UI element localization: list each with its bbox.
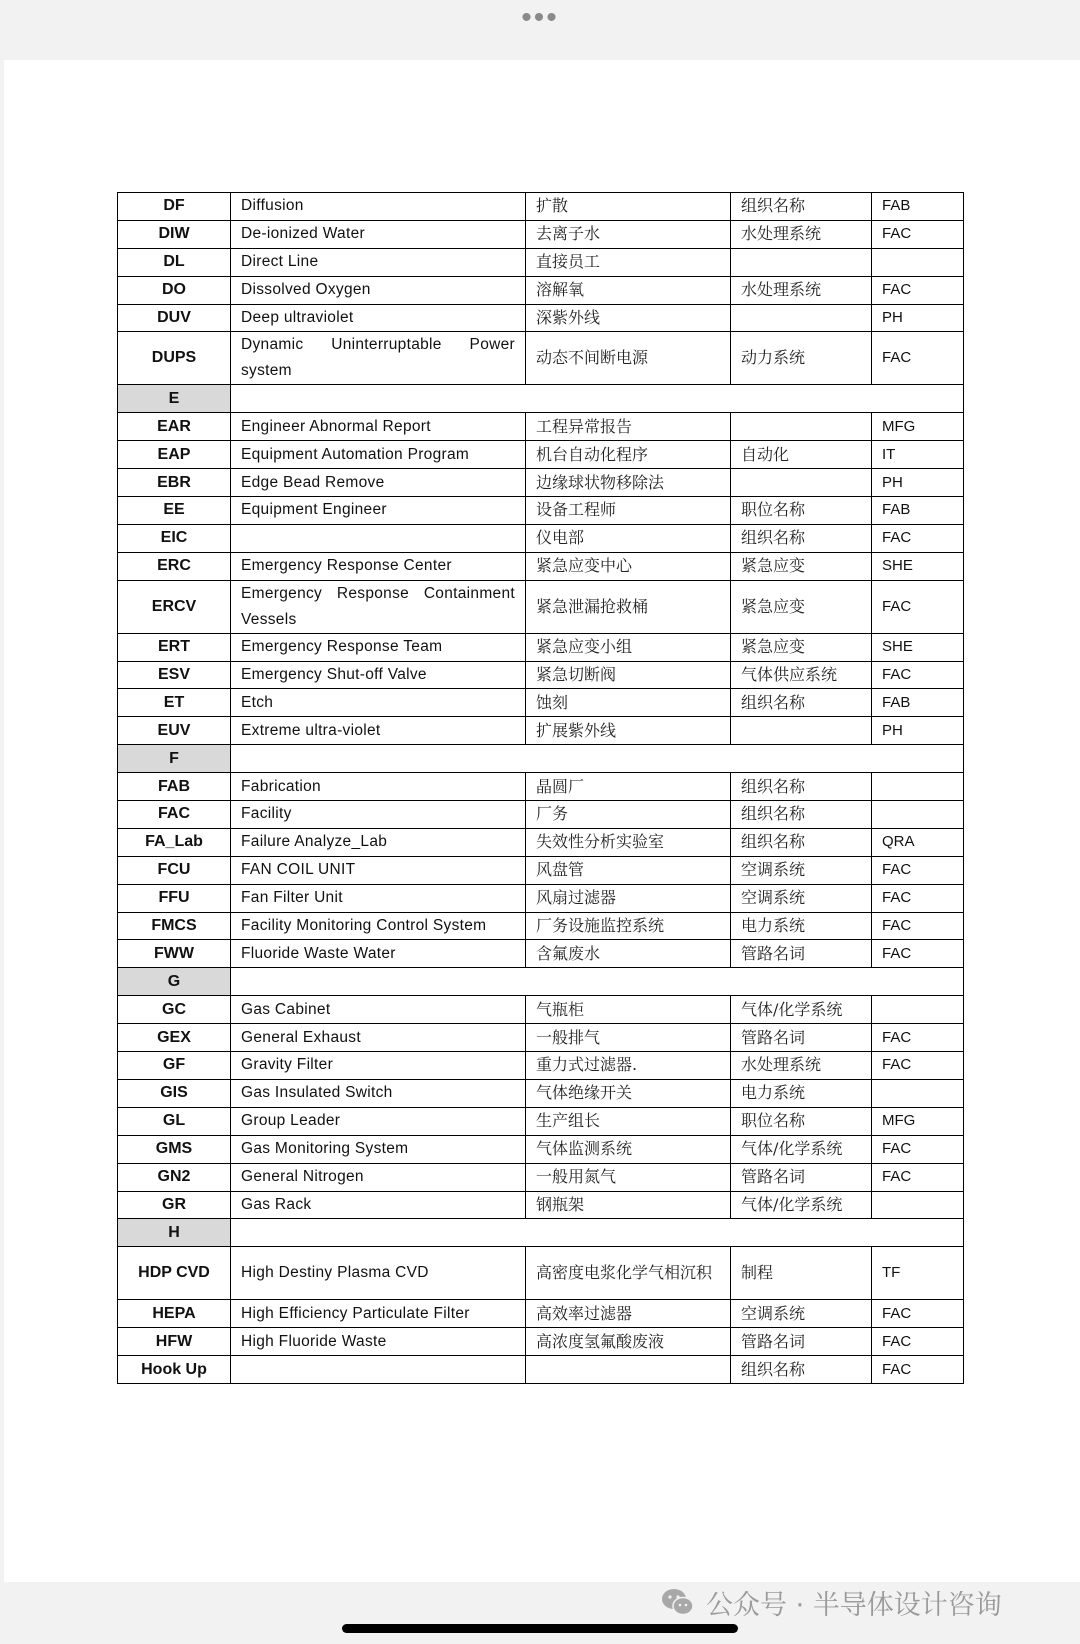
section-letter: G: [118, 968, 231, 996]
full-name-cell: Gravity Filter: [231, 1052, 526, 1080]
department-cell: FAC: [872, 1356, 964, 1384]
chinese-name-cell: 边缘球状物移除法: [526, 469, 731, 497]
full-name-cell: General Exhaust: [231, 1024, 526, 1052]
department-cell: IT: [872, 441, 964, 469]
chinese-name-cell: 含氟废水: [526, 940, 731, 968]
abbr-cell: GL: [118, 1107, 231, 1135]
category-cell: 紧急应变: [731, 552, 872, 580]
category-cell: 电力系统: [731, 912, 872, 940]
full-name-cell: Dissolved Oxygen: [231, 276, 526, 304]
table-row: [118, 912, 964, 940]
full-name-cell: Direct Line: [231, 248, 526, 276]
section-spacer-cell: [231, 745, 964, 773]
chinese-name-cell: 仪电部: [526, 524, 731, 552]
table-row: [118, 996, 964, 1024]
chinese-name-cell: 生产组长: [526, 1107, 731, 1135]
abbr-cell: DO: [118, 276, 231, 304]
department-cell: PH: [872, 304, 964, 332]
department-cell: FAC: [872, 1052, 964, 1080]
table-row: [118, 856, 964, 884]
category-cell: 气体/化学系统: [731, 1191, 872, 1219]
department-cell: SHE: [872, 552, 964, 580]
table-row: [118, 1356, 964, 1384]
department-cell: MFG: [872, 1107, 964, 1135]
department-cell: PH: [872, 469, 964, 497]
full-name-cell: [231, 1356, 526, 1384]
full-name-cell: Gas Insulated Switch: [231, 1079, 526, 1107]
abbr-cell: FWW: [118, 940, 231, 968]
category-cell: 气体供应系统: [731, 661, 872, 689]
table-row: [118, 801, 964, 829]
abbr-cell: DIW: [118, 220, 231, 248]
full-name-cell: Fabrication: [231, 773, 526, 801]
department-cell: FAC: [872, 1135, 964, 1163]
section-header-row: [118, 385, 964, 413]
full-name-cell: Emergency Response Center: [231, 552, 526, 580]
full-name-cell: Dynamic Uninterruptable Power system: [231, 332, 526, 385]
chinese-name-cell: 机台自动化程序: [526, 441, 731, 469]
chinese-name-cell: 晶圆厂: [526, 773, 731, 801]
chinese-name-cell: 重力式过滤器.: [526, 1052, 731, 1080]
abbr-cell: ESV: [118, 661, 231, 689]
table-row: [118, 248, 964, 276]
category-cell: 职位名称: [731, 1107, 872, 1135]
abbr-cell: HFW: [118, 1328, 231, 1356]
department-cell: PH: [872, 717, 964, 745]
table-row: [118, 661, 964, 689]
table-row: [118, 332, 964, 385]
table-row: [118, 689, 964, 717]
department-cell: FAC: [872, 1328, 964, 1356]
full-name-cell: Fluoride Waste Water: [231, 940, 526, 968]
department-cell: FAB: [872, 497, 964, 525]
table-row: [118, 633, 964, 661]
category-cell: 气体/化学系统: [731, 996, 872, 1024]
full-name-cell: Edge Bead Remove: [231, 469, 526, 497]
table-row: [118, 828, 964, 856]
category-cell: 职位名称: [731, 497, 872, 525]
chinese-name-cell: 蚀刻: [526, 689, 731, 717]
department-cell: FAC: [872, 856, 964, 884]
abbr-cell: EAR: [118, 413, 231, 441]
category-cell: 水处理系统: [731, 1052, 872, 1080]
department-cell: FAC: [872, 276, 964, 304]
chinese-name-cell: 动态不间断电源: [526, 332, 731, 385]
table-row: [118, 717, 964, 745]
department-cell: SHE: [872, 633, 964, 661]
table-row: [118, 220, 964, 248]
chinese-name-cell: 厂务设施监控系统: [526, 912, 731, 940]
abbr-cell: HDP CVD: [118, 1247, 231, 1300]
section-header-row: [118, 968, 964, 996]
section-header-row: [118, 1219, 964, 1247]
category-cell: 空调系统: [731, 884, 872, 912]
chinese-name-cell: 直接员工: [526, 248, 731, 276]
table-row: [118, 1328, 964, 1356]
full-name-cell: Fan Filter Unit: [231, 884, 526, 912]
chinese-name-cell: 风扇过滤器: [526, 884, 731, 912]
category-cell: 动力系统: [731, 332, 872, 385]
table-row: [118, 524, 964, 552]
department-cell: FAC: [872, 884, 964, 912]
category-cell: [731, 304, 872, 332]
table-row: [118, 276, 964, 304]
abbr-cell: DUV: [118, 304, 231, 332]
chinese-name-cell: 钢瓶架: [526, 1191, 731, 1219]
department-cell: FAC: [872, 1024, 964, 1052]
category-cell: 水处理系统: [731, 276, 872, 304]
department-cell: FAC: [872, 1163, 964, 1191]
full-name-cell: Etch: [231, 689, 526, 717]
chinese-name-cell: 去离子水: [526, 220, 731, 248]
table-row: [118, 940, 964, 968]
chinese-name-cell: 紧急泄漏抢救桶: [526, 580, 731, 633]
full-name-cell: High Destiny Plasma CVD: [231, 1247, 526, 1300]
category-cell: [731, 717, 872, 745]
abbr-cell: ET: [118, 689, 231, 717]
table-row: [118, 497, 964, 525]
full-name-cell: Engineer Abnormal Report: [231, 413, 526, 441]
chinese-name-cell: 高浓度氢氟酸废液: [526, 1328, 731, 1356]
abbr-cell: EIC: [118, 524, 231, 552]
full-name-cell: Equipment Engineer: [231, 497, 526, 525]
glossary-table: [117, 192, 964, 1384]
category-cell: 组织名称: [731, 1356, 872, 1384]
abbr-cell: GEX: [118, 1024, 231, 1052]
category-cell: 水处理系统: [731, 220, 872, 248]
table-row: [118, 413, 964, 441]
abbr-cell: GIS: [118, 1079, 231, 1107]
full-name-cell: Diffusion: [231, 193, 526, 221]
full-name-cell: Gas Monitoring System: [231, 1135, 526, 1163]
chinese-name-cell: 厂务: [526, 801, 731, 829]
category-cell: 组织名称: [731, 193, 872, 221]
section-spacer-cell: [231, 968, 964, 996]
department-cell: QRA: [872, 828, 964, 856]
category-cell: 组织名称: [731, 773, 872, 801]
chinese-name-cell: 紧急应变中心: [526, 552, 731, 580]
chinese-name-cell: 气体监测系统: [526, 1135, 731, 1163]
abbr-cell: DUPS: [118, 332, 231, 385]
category-cell: [731, 413, 872, 441]
category-cell: [731, 469, 872, 497]
chinese-name-cell: 失效性分析实验室: [526, 828, 731, 856]
department-cell: FAC: [872, 580, 964, 633]
table-row: [118, 552, 964, 580]
abbr-cell: GC: [118, 996, 231, 1024]
section-letter: E: [118, 385, 231, 413]
category-cell: 组织名称: [731, 524, 872, 552]
table-row: [118, 580, 964, 633]
full-name-cell: FAN COIL UNIT: [231, 856, 526, 884]
document-page: [4, 60, 1080, 1582]
table-row: [118, 1300, 964, 1328]
category-cell: 组织名称: [731, 689, 872, 717]
category-cell: 电力系统: [731, 1079, 872, 1107]
full-name-cell: Gas Cabinet: [231, 996, 526, 1024]
abbr-cell: ERC: [118, 552, 231, 580]
full-name-cell: Emergency Shut-off Valve: [231, 661, 526, 689]
chinese-name-cell: 一般用氮气: [526, 1163, 731, 1191]
table-row: [118, 1163, 964, 1191]
section-spacer-cell: [231, 385, 964, 413]
category-cell: 组织名称: [731, 828, 872, 856]
category-cell: 紧急应变: [731, 580, 872, 633]
chinese-name-cell: 紧急应变小组: [526, 633, 731, 661]
chinese-name-cell: 深紫外线: [526, 304, 731, 332]
abbr-cell: DL: [118, 248, 231, 276]
watermark: [660, 1582, 1002, 1622]
full-name-cell: [231, 524, 526, 552]
chinese-name-cell: [526, 1356, 731, 1384]
table-row: [118, 304, 964, 332]
category-cell: 紧急应变: [731, 633, 872, 661]
abbr-cell: ERCV: [118, 580, 231, 633]
department-cell: [872, 1079, 964, 1107]
department-cell: FAB: [872, 689, 964, 717]
table-row: [118, 1024, 964, 1052]
category-cell: 管路名词: [731, 1024, 872, 1052]
abbr-cell: FCU: [118, 856, 231, 884]
full-name-cell: Emergency Response Team: [231, 633, 526, 661]
full-name-cell: Facility: [231, 801, 526, 829]
table-row: [118, 1079, 964, 1107]
department-cell: [872, 996, 964, 1024]
abbr-cell: EAP: [118, 441, 231, 469]
more-options-dots-icon[interactable]: •••: [521, 1, 559, 34]
table-row: [118, 1107, 964, 1135]
abbr-cell: GR: [118, 1191, 231, 1219]
full-name-cell: Deep ultraviolet: [231, 304, 526, 332]
chinese-name-cell: 扩散: [526, 193, 731, 221]
department-cell: [872, 248, 964, 276]
abbr-cell: FAC: [118, 801, 231, 829]
full-name-cell: Gas Rack: [231, 1191, 526, 1219]
abbr-cell: EE: [118, 497, 231, 525]
abbr-cell: FAB: [118, 773, 231, 801]
chinese-name-cell: 工程异常报告: [526, 413, 731, 441]
abbr-cell: HEPA: [118, 1300, 231, 1328]
table-row: [118, 441, 964, 469]
chinese-name-cell: 扩展紫外线: [526, 717, 731, 745]
category-cell: 空调系统: [731, 856, 872, 884]
chinese-name-cell: 风盘管: [526, 856, 731, 884]
abbr-cell: GF: [118, 1052, 231, 1080]
department-cell: FAC: [872, 1300, 964, 1328]
abbr-cell: GN2: [118, 1163, 231, 1191]
category-cell: 空调系统: [731, 1300, 872, 1328]
full-name-cell: De-ionized Water: [231, 220, 526, 248]
category-cell: 气体/化学系统: [731, 1135, 872, 1163]
chinese-name-cell: 紧急切断阀: [526, 661, 731, 689]
full-name-cell: Extreme ultra-violet: [231, 717, 526, 745]
abbr-cell: ERT: [118, 633, 231, 661]
chinese-name-cell: 一般排气: [526, 1024, 731, 1052]
department-cell: [872, 773, 964, 801]
category-cell: 组织名称: [731, 801, 872, 829]
department-cell: FAC: [872, 912, 964, 940]
table-row: [118, 773, 964, 801]
table-row: [118, 1191, 964, 1219]
department-cell: FAC: [872, 220, 964, 248]
abbr-cell: DF: [118, 193, 231, 221]
full-name-cell: General Nitrogen: [231, 1163, 526, 1191]
full-name-cell: High Fluoride Waste: [231, 1328, 526, 1356]
chinese-name-cell: 气体绝缘开关: [526, 1079, 731, 1107]
department-cell: FAC: [872, 940, 964, 968]
home-indicator[interactable]: [342, 1624, 738, 1633]
department-cell: FAC: [872, 524, 964, 552]
full-name-cell: High Efficiency Particulate Filter: [231, 1300, 526, 1328]
abbr-cell: Hook Up: [118, 1356, 231, 1384]
abbr-cell: EBR: [118, 469, 231, 497]
full-name-cell: Emergency Response Containment Vessels: [231, 580, 526, 633]
table-row: [118, 1052, 964, 1080]
chinese-name-cell: 设备工程师: [526, 497, 731, 525]
department-cell: FAC: [872, 332, 964, 385]
abbr-cell: FFU: [118, 884, 231, 912]
department-cell: [872, 1191, 964, 1219]
abbr-cell: FA_Lab: [118, 828, 231, 856]
category-cell: [731, 248, 872, 276]
category-cell: 自动化: [731, 441, 872, 469]
abbr-cell: FMCS: [118, 912, 231, 940]
table-row: [118, 1135, 964, 1163]
department-cell: FAC: [872, 661, 964, 689]
department-cell: [872, 801, 964, 829]
chinese-name-cell: 高密度电浆化学气相沉积: [526, 1247, 731, 1300]
category-cell: 管路名词: [731, 1328, 872, 1356]
chinese-name-cell: 溶解氧: [526, 276, 731, 304]
section-spacer-cell: [231, 1219, 964, 1247]
section-letter: H: [118, 1219, 231, 1247]
wechat-icon: [660, 1587, 696, 1617]
department-cell: TF: [872, 1247, 964, 1300]
section-letter: F: [118, 745, 231, 773]
abbr-cell: EUV: [118, 717, 231, 745]
full-name-cell: Failure Analyze_Lab: [231, 828, 526, 856]
full-name-cell: Facility Monitoring Control System: [231, 912, 526, 940]
chinese-name-cell: 高效率过滤器: [526, 1300, 731, 1328]
department-cell: FAB: [872, 193, 964, 221]
table-row: [118, 469, 964, 497]
abbr-cell: GMS: [118, 1135, 231, 1163]
table-row: [118, 1247, 964, 1300]
category-cell: 管路名词: [731, 1163, 872, 1191]
chinese-name-cell: 气瓶柜: [526, 996, 731, 1024]
table-row: [118, 193, 964, 221]
full-name-cell: Equipment Automation Program: [231, 441, 526, 469]
category-cell: 管路名词: [731, 940, 872, 968]
section-header-row: [118, 745, 964, 773]
department-cell: MFG: [872, 413, 964, 441]
full-name-cell: Group Leader: [231, 1107, 526, 1135]
category-cell: 制程: [731, 1247, 872, 1300]
table-row: [118, 884, 964, 912]
watermark-text: 公众号 · 半导体设计咨询: [706, 1589, 1002, 1621]
